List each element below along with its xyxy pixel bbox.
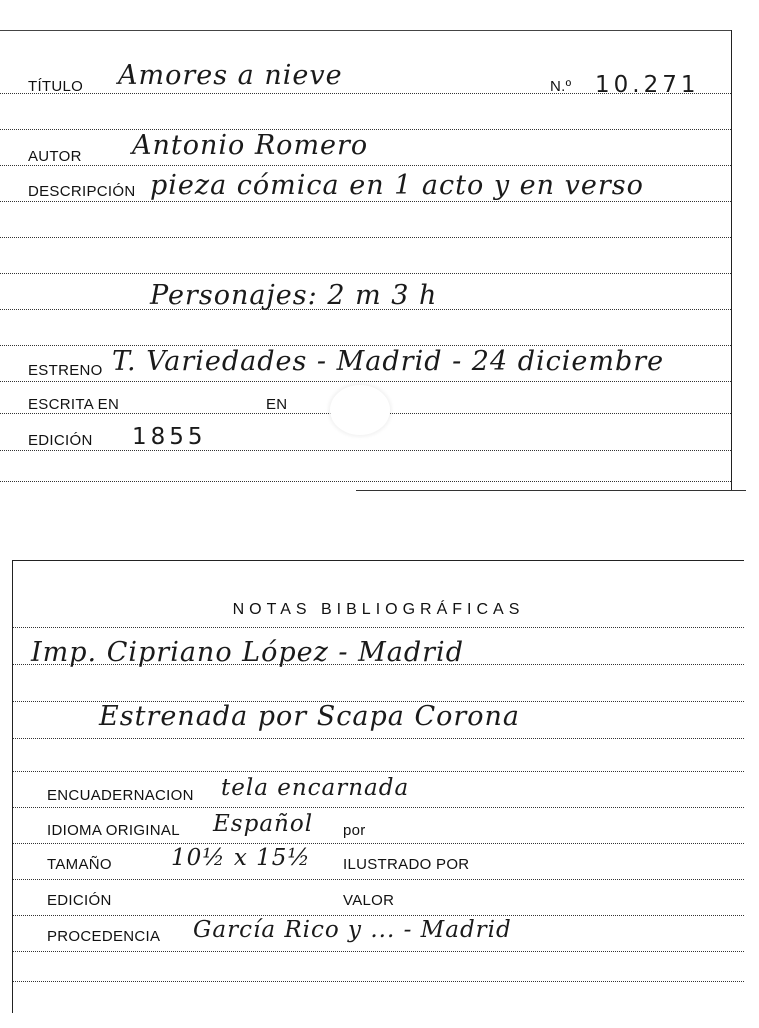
escrita-en-label: ESCRITA EN <box>28 396 120 413</box>
card-top-border <box>0 30 731 31</box>
rule-line <box>0 273 731 274</box>
rule-line <box>13 627 744 628</box>
edicion-value: 1855 <box>132 424 207 450</box>
idioma-value: Español <box>213 811 314 837</box>
catalog-card-top <box>0 30 732 490</box>
edicion-label: EDICIÓN <box>28 432 93 449</box>
note-line-1: Imp. Cipriano López - Madrid <box>31 637 464 668</box>
personajes-value: Personajes: 2 m 3 h <box>150 280 438 311</box>
rule-line <box>13 738 744 739</box>
rule-line <box>13 915 744 916</box>
estreno-label: ESTRENO <box>28 362 103 379</box>
procedencia-label: PROCEDENCIA <box>47 928 161 945</box>
ilustrado-label: ILUSTRADO POR <box>343 856 470 873</box>
autor-value: Antonio Romero <box>132 130 369 161</box>
rule-line <box>13 951 744 952</box>
rule-line <box>13 807 744 808</box>
paper-damage <box>330 385 390 435</box>
titulo-label: TÍTULO <box>28 78 84 95</box>
valor-label: VALOR <box>343 892 395 909</box>
tamano-label: TAMAÑO <box>47 856 112 873</box>
notas-heading: NOTAS BIBLIOGRÁFICAS <box>232 601 525 618</box>
rule-line <box>0 381 731 382</box>
estreno-value: T. Variedades - Madrid - 24 diciembre <box>112 346 665 377</box>
encuadernacion-value: tela encarnada <box>221 775 410 801</box>
note-line-2: Estrenada por Scapa Corona <box>99 701 521 732</box>
por-label: por <box>343 822 366 839</box>
rule-line <box>13 879 744 880</box>
numero-label: N.º <box>550 78 572 95</box>
autor-label: AUTOR <box>28 148 82 165</box>
rule-line <box>13 771 744 772</box>
descripcion-value: pieza cómica en 1 acto y en verso <box>150 170 644 201</box>
rule-line <box>0 165 731 166</box>
titulo-value: Amores a nieve <box>118 60 343 91</box>
descripcion-label: DESCRIPCIÓN <box>28 183 136 200</box>
rule-line <box>0 237 731 238</box>
catalog-card-bottom <box>12 560 744 1013</box>
numero-value: 10.271 <box>595 72 700 98</box>
en-label: EN <box>266 396 288 413</box>
edicion-label: EDICIÓN <box>47 892 112 909</box>
rule-line <box>0 201 731 202</box>
idioma-label: IDIOMA ORIGINAL <box>47 822 180 839</box>
tamano-value: 10½ x 15½ <box>171 845 311 871</box>
encuadernacion-label: ENCUADERNACION <box>47 787 194 804</box>
procedencia-value: García Rico y ... - Madrid <box>193 917 512 943</box>
rule-line <box>13 843 744 844</box>
card-separator <box>356 490 746 491</box>
rule-line <box>13 981 744 982</box>
rule-line <box>0 450 731 451</box>
rule-line <box>0 481 731 482</box>
